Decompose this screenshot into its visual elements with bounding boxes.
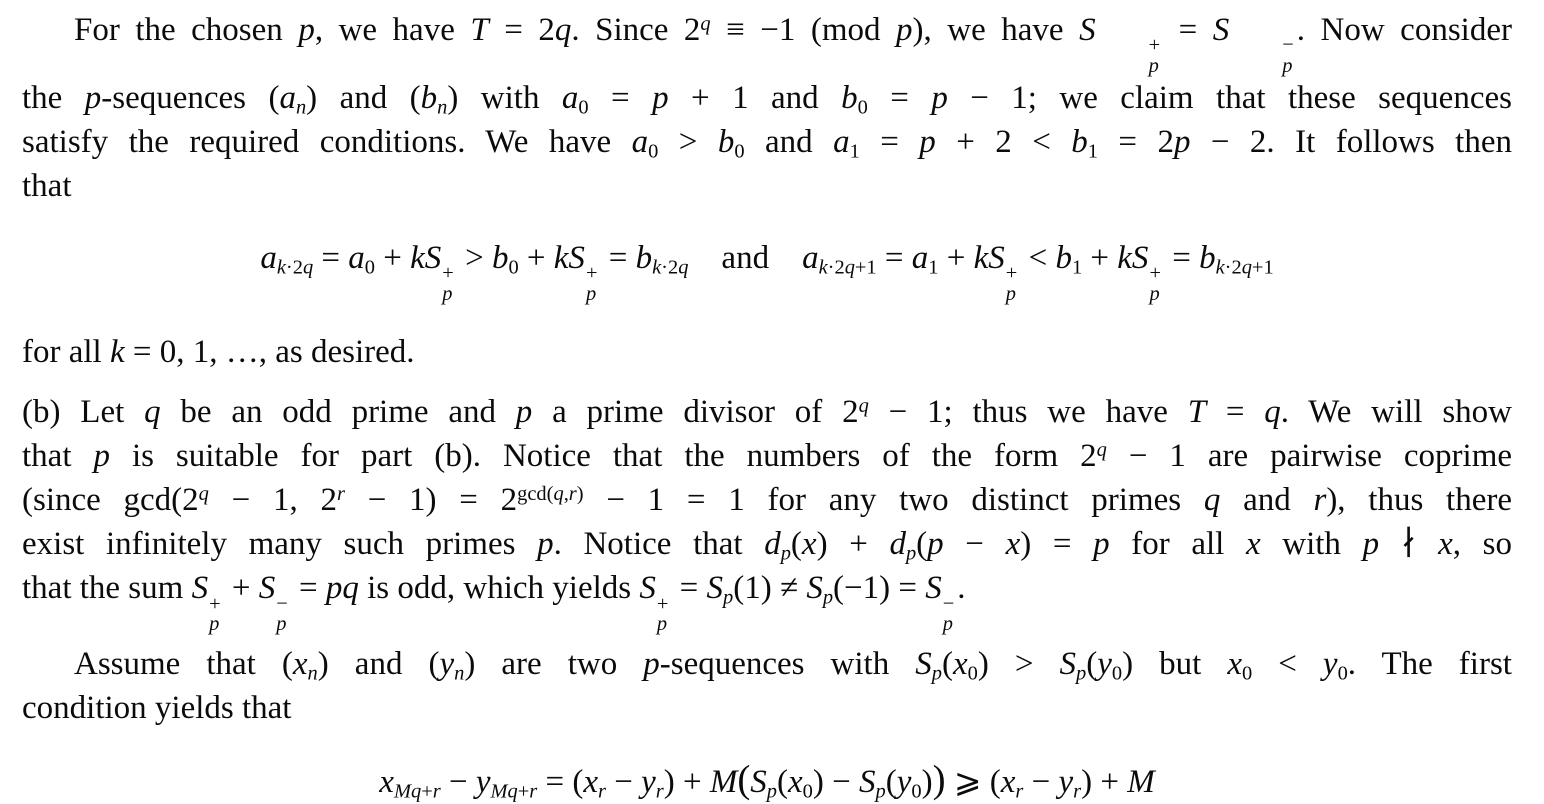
para-a-line-4: that	[22, 168, 72, 205]
para-b-line-4: exist infinitely many such primes p. Notice that $d_p(x) + d_p(p - x) = p$ for all x with p ∤ x, so	[22, 526, 1513, 566]
para-b-line-1: (b) Let q be an odd prime and p a prime divisor of $2^q - 1$; thus we have T = q. We will show	[22, 394, 1512, 431]
para-b-line-5: that the sum S + p + S − p = pq is odd, which yields S + p = $S_p(1) \ne S_p(-1) = S$ − p .	[22, 570, 966, 636]
display-equation-1: $a_{k\cdot 2q} = a_0$ + kS + p > $b_0$ + kS + p = $b_{k\cdot 2q}$ and $a_{k\cdot 2q+1} = a_1$ + kS + p < $b_1$ + kS + p = $b_{k\cdot 2q+1}$	[260, 240, 1274, 305]
para-b-line-3: (since $\gcd(2^q - 1$, $2^r - 1) = 2^{gcd(q,r)} - 1 = 1$ for any two distinct primes q and r), thus there	[22, 482, 1512, 519]
para-c-line-2: condition yields that	[22, 690, 292, 727]
para-a-line-1: For the chosen p, we have T = 2q. Since $2^q \equiv -1$ (mod p), we have S + p = S − p . Now consider	[74, 12, 1512, 77]
para-a-line-5: for all k = 0, 1, …, as desired.	[22, 334, 415, 371]
para-a-line-3: satisfy the required conditions. We have $a_0 > b_0$ and $a_1 = p + 2 < b_1 = 2p - 2$. It follows then	[22, 124, 1512, 163]
para-b-line-2: that p is suitable for part (b). Notice that the numbers of the form $2^q - 1$ are pairwise coprime	[22, 438, 1513, 475]
para-c-line-1: Assume that $(x_n)$ and $(y_n)$ are two p-sequences with $S_p(x_0) > S_p(y_0)$ but $x_0 < y_0$. The first	[74, 646, 1512, 686]
para-a-line-2: the p-sequences $(a_n)$ and $(b_n)$ with $a_0 = p + 1$ and $b_0 = p - 1$; we claim that these sequences	[22, 80, 1512, 119]
display-equation-2: $x_{Mq+r} - y_{Mq+r} = (x_r - y_r) + M(S_p(x_0) - S_p(y_0))$ ⩾ $(x_r - y_r) + M$	[379, 758, 1155, 804]
